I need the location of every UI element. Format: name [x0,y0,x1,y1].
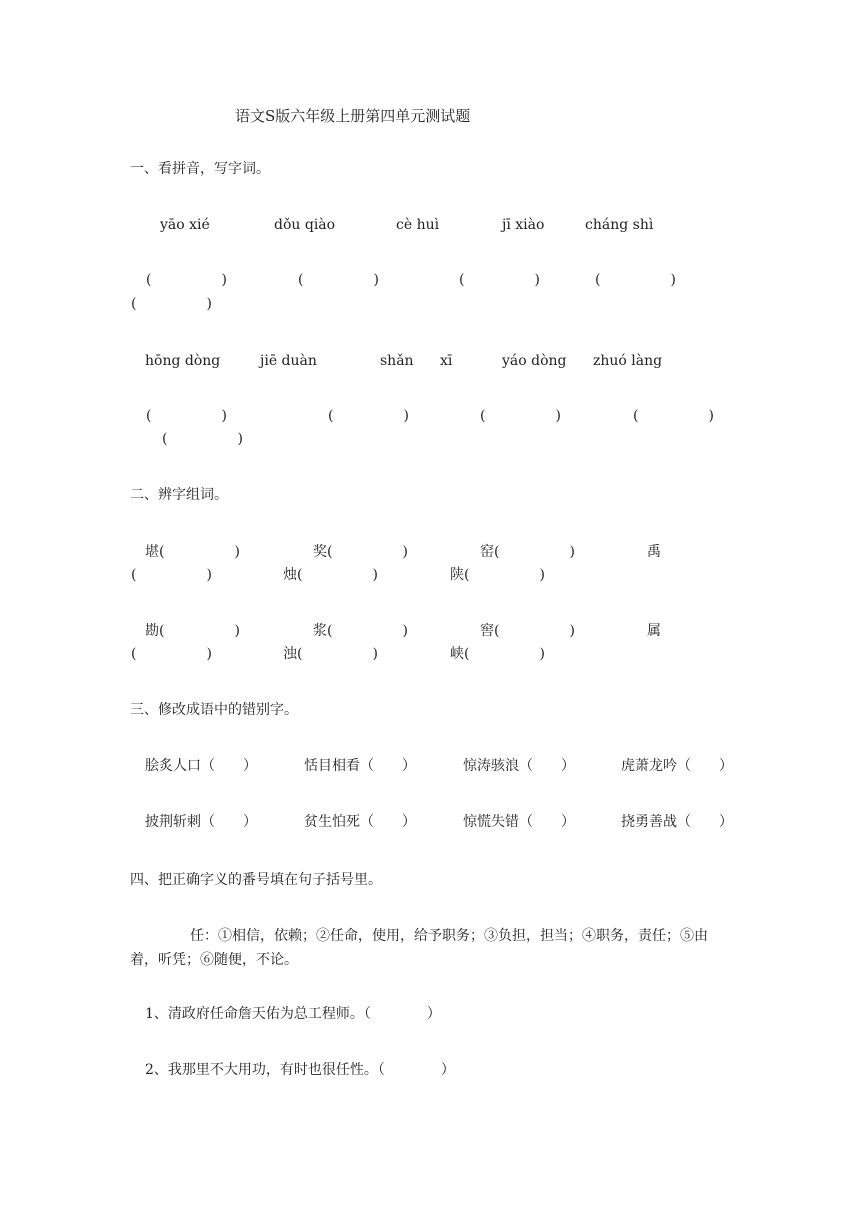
answer-blank[interactable]: ( ) [131,296,212,312]
section-3-heading: 三、修改成语中的错别字。 [130,702,298,718]
word-item[interactable]: ( ) [131,567,212,583]
pinyin: jiē duàn [260,353,317,369]
idiom-item[interactable]: 脍炙人口（ ） [145,758,257,774]
answer-blank[interactable]: ( ) [595,272,676,288]
word-item: 属 [647,623,661,639]
word-item[interactable]: 浊( ) [283,646,378,662]
idiom-item[interactable]: 虎萧龙吟（ ） [621,758,733,774]
word-item[interactable]: 浆( ) [313,623,408,639]
answer-blank[interactable]: ( ) [328,408,409,424]
word-item[interactable]: 峡( ) [450,646,545,662]
word-item[interactable]: 勘( ) [145,623,240,639]
question-2[interactable]: 2、我那里不大用功，有时也很任性。（ ） [145,1062,455,1078]
idiom-item[interactable]: 挠勇善战（ ） [621,814,733,830]
word-item[interactable]: 堪( ) [145,544,240,560]
answer-blank[interactable]: ( ) [162,431,243,447]
answer-blank[interactable]: ( ) [459,272,540,288]
section-2-heading: 二、辨字组词。 [130,487,228,503]
definition-text: 任：①相信，依赖；②任命，使用，给予职务；③负担，担当；④职务，责任；⑤由着，听凭；⑥随便，不论。 [130,928,708,968]
pinyin: cháng shì [585,217,654,233]
answer-blank[interactable]: ( ) [633,408,714,424]
word-item[interactable]: 窖( ) [480,623,575,639]
pinyin: dǒu qiào [274,217,336,233]
pinyin: jī xiào [502,217,545,233]
pinyin: xī [440,353,453,369]
section-1-heading: 一、看拼音，写字词。 [130,161,270,177]
answer-blank[interactable]: ( ) [146,408,227,424]
word-item: 禹 [647,544,661,560]
pinyin: shǎn [380,353,414,369]
idiom-item[interactable]: 披荆斩刺（ ） [145,814,257,830]
pinyin: yāo xié [160,217,210,233]
pinyin: cè huì [396,217,440,233]
word-item[interactable]: 奖( ) [313,544,408,560]
pinyin: hōng dòng [145,353,221,369]
word-item[interactable]: ( ) [131,646,212,662]
answer-blank[interactable]: ( ) [298,272,379,288]
answer-blank[interactable]: ( ) [480,408,561,424]
idiom-item[interactable]: 恬目相看（ ） [304,758,416,774]
idiom-item[interactable]: 惊慌失错（ ） [463,814,575,830]
answer-blank[interactable]: ( ) [146,272,227,288]
section-4-heading: 四、把正确字义的番号填在句子括号里。 [130,872,382,888]
idiom-item[interactable]: 惊涛骇浪（ ） [463,758,575,774]
word-item[interactable]: 陕( ) [450,567,545,583]
word-item[interactable]: 窑( ) [480,544,575,560]
pinyin: zhuó làng [593,353,663,369]
pinyin: yáo dòng [502,353,567,369]
idiom-item[interactable]: 贫生怕死（ ） [304,814,416,830]
word-item[interactable]: 烛( ) [283,567,378,583]
page-title: 语文S版六年级上册第四单元测试题 [235,107,471,125]
question-1[interactable]: 1、清政府任命詹天佑为总工程师。（ ） [145,1006,441,1022]
